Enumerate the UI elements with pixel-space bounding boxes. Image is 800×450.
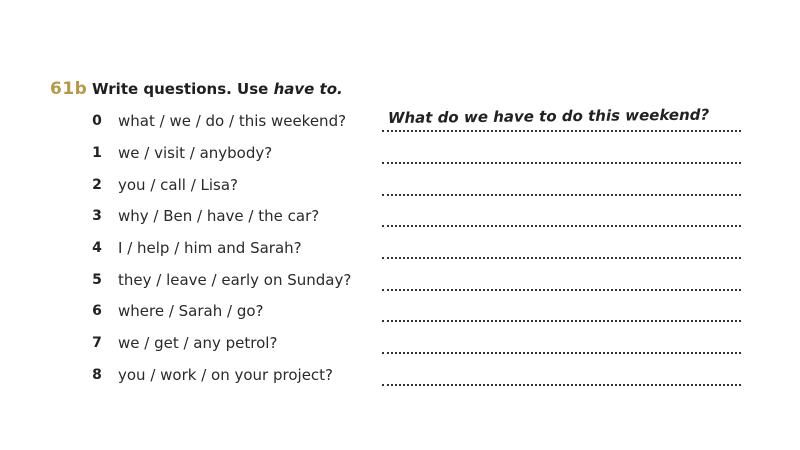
answer-line[interactable] <box>382 384 741 386</box>
question-number: 4 <box>92 240 102 256</box>
instruction-text: Write questions. Use <box>92 80 274 98</box>
question-prompt: what / we / do / this weekend? <box>118 112 347 130</box>
answer-line[interactable] <box>382 225 741 227</box>
question-prompt: I / help / him and Sarah? <box>118 239 302 257</box>
question-row <box>0 269 800 299</box>
question-prompt: why / Ben / have / the car? <box>118 207 320 225</box>
question-row <box>0 142 800 172</box>
answer-line[interactable] <box>382 194 741 196</box>
question-row <box>0 332 800 362</box>
question-number: 7 <box>92 335 102 351</box>
question-row <box>0 237 800 267</box>
question-number: 6 <box>92 303 102 319</box>
question-prompt: we / get / any petrol? <box>118 334 278 352</box>
question-number: 2 <box>92 177 102 193</box>
exercise-instruction <box>92 80 343 98</box>
answer-line[interactable] <box>382 162 741 164</box>
answer-line[interactable] <box>382 320 741 322</box>
question-number: 0 <box>92 113 102 129</box>
question-prompt: you / work / on your project? <box>118 366 334 384</box>
question-number: 8 <box>92 367 102 383</box>
question-row <box>0 174 800 204</box>
question-prompt: we / visit / anybody? <box>118 144 273 162</box>
question-row <box>0 105 800 140</box>
answer-line[interactable] <box>382 289 741 291</box>
question-row <box>0 364 800 394</box>
answer-line[interactable] <box>382 130 741 132</box>
question-number: 3 <box>92 208 102 224</box>
question-prompt: where / Sarah / go? <box>118 302 264 320</box>
question-number: 1 <box>92 145 102 161</box>
question-prompt: they / leave / early on Sunday? <box>118 271 352 289</box>
question-row <box>0 205 800 235</box>
instruction-emphasis: have to. <box>273 80 343 98</box>
question-prompt: you / call / Lisa? <box>118 176 239 194</box>
question-row <box>0 300 800 330</box>
exercise-number: 61b <box>50 79 88 99</box>
example-answer: What do we have to do this weekend? <box>387 105 710 127</box>
question-number: 5 <box>92 272 102 288</box>
answer-line[interactable] <box>382 257 741 259</box>
answer-line[interactable] <box>382 352 741 354</box>
